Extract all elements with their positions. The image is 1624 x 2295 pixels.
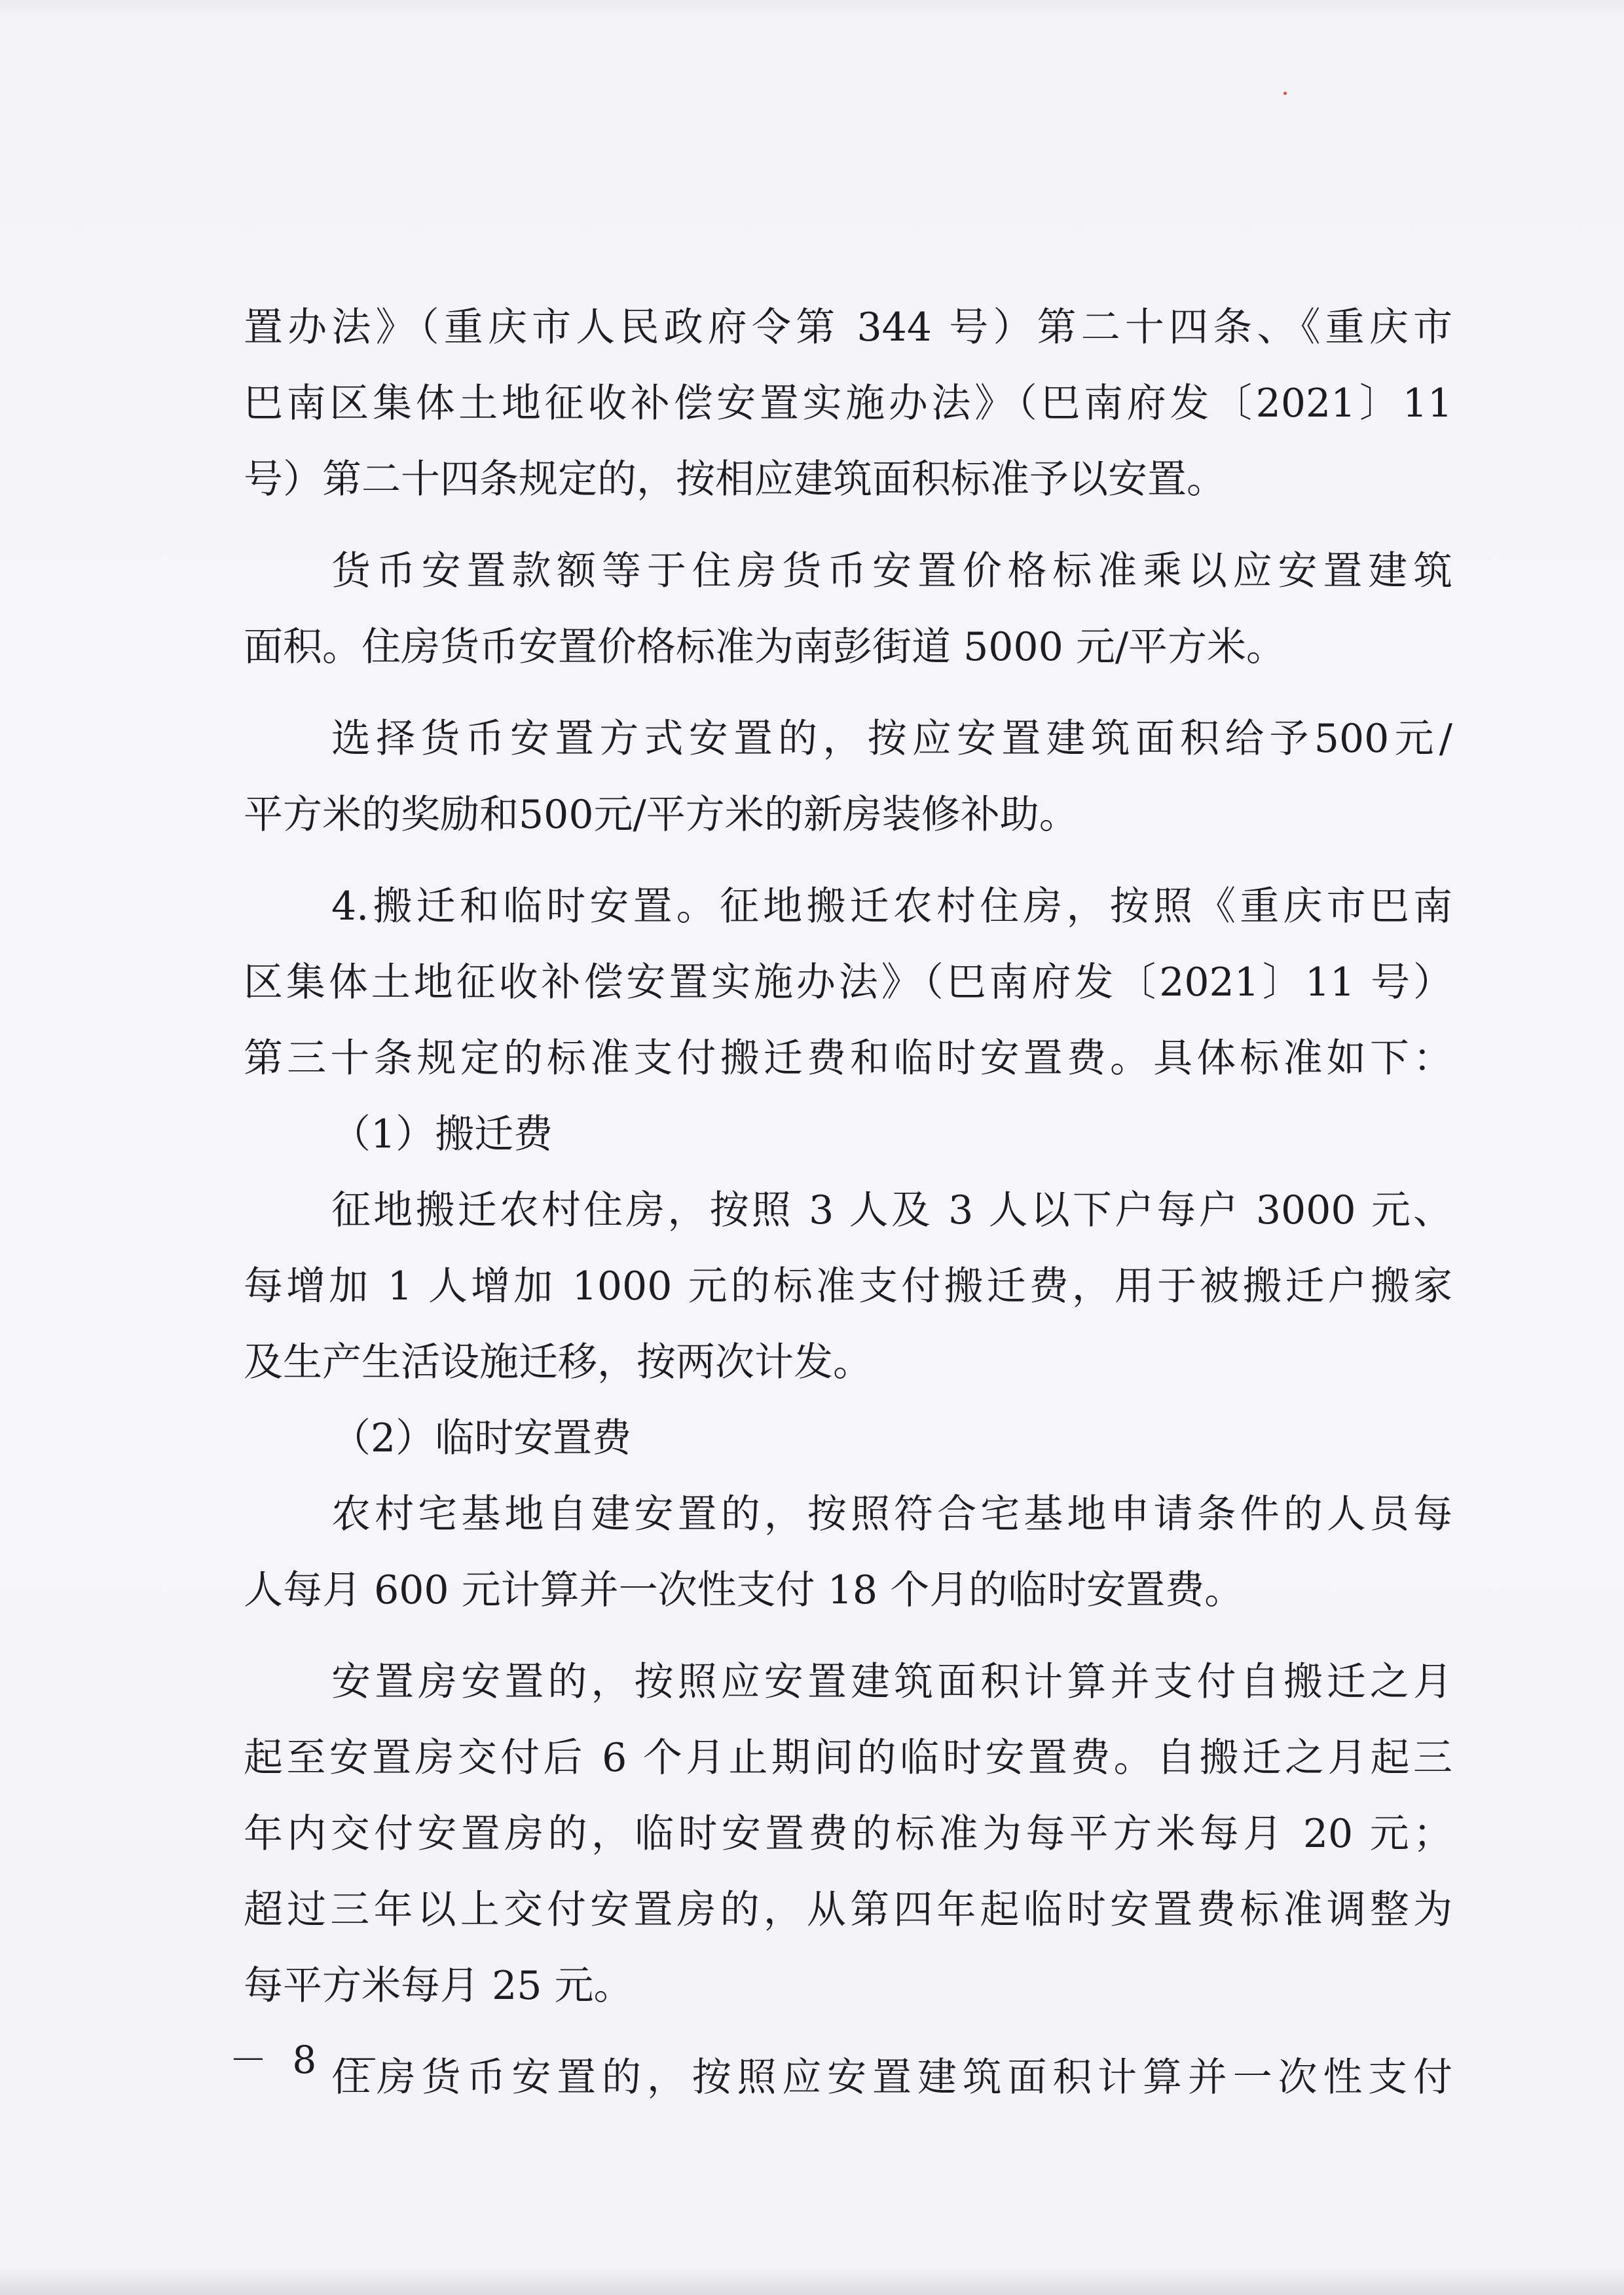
subheading-temporary-fee: （2）临时安置费 (331, 1415, 632, 1461)
text-line: 巴南区集体土地征收补偿安置实施办法》（巴南府发〔2021〕11 (244, 381, 1452, 426)
scan-speck (1283, 92, 1287, 95)
subheading-relocation-fee: （1）搬迁费 (331, 1111, 553, 1157)
section-heading-line: 4.搬迁和临时安置。征地搬迁农村住房，按照《重庆市巴南 (331, 884, 1452, 929)
paragraph-start-line: 征地搬迁农村住房，按照 3 人及 3 人以下户每户 3000 元、 (331, 1187, 1452, 1233)
text-line: 置办法》（重庆市人民政府令第 344 号）第二十四条、《重庆市 (244, 305, 1452, 350)
paragraph-start-line: 选择货币安置方式安置的，按应安置建筑面积给予500元/ (331, 716, 1452, 762)
paragraph-start-line: 农村宅基地自建安置的，按照符合宅基地申请条件的人员每 (331, 1491, 1452, 1537)
text-line: 号）第二十四条规定的，按相应建筑面积标准予以安置。 (244, 457, 1226, 502)
scan-top-edge (0, 0, 1624, 20)
scan-bottom-edge (0, 2269, 1624, 2295)
page-number: － 8 － (229, 2038, 386, 2082)
paragraph-start-line: 安置房安置的，按照应安置建筑面积计算并支付自搬迁之月 (331, 1659, 1452, 1705)
text-line: 及生产生活设施迁移，按两次计发。 (244, 1339, 872, 1385)
text-line: 平方米的奖励和500元/平方米的新房装修补助。 (244, 792, 1079, 838)
document-body (244, 289, 1452, 2116)
paragraph-start-line: 货币安置款额等于住房货币安置价格标准乘以应安置建筑 (331, 548, 1452, 594)
text-line: 人每月 600 元计算并一次性支付 18 个月的临时安置费。 (244, 1567, 1244, 1613)
text-line: 年内交付安置房的，临时安置费的标准为每平方米每月 20 元； (244, 1811, 1452, 1857)
text-line: 区集体土地征收补偿安置实施办法》（巴南府发〔2021〕11 号） (244, 960, 1452, 1005)
text-line: 每平方米每月 25 元。 (244, 1963, 633, 2009)
text-line: 起至安置房交付后 6 个月止期间的临时安置费。自搬迁之月起三 (244, 1735, 1452, 1781)
text-line: 每增加 1 人增加 1000 元的标准支付搬迁费，用于被搬迁户搬家 (244, 1263, 1452, 1309)
text-line: 面积。住房货币安置价格标准为南彭街道 5000 元/平方米。 (244, 624, 1286, 670)
paragraph-start-line: 住房货币安置的，按照应安置建筑面积计算并一次性支付 (331, 2055, 1452, 2100)
text-line: 超过三年以上交付安置房的，从第四年起临时安置费标准调整为 (244, 1887, 1452, 1933)
text-line: 第三十条规定的标准支付搬迁费和临时安置费。具体标准如下： (244, 1036, 1452, 1081)
